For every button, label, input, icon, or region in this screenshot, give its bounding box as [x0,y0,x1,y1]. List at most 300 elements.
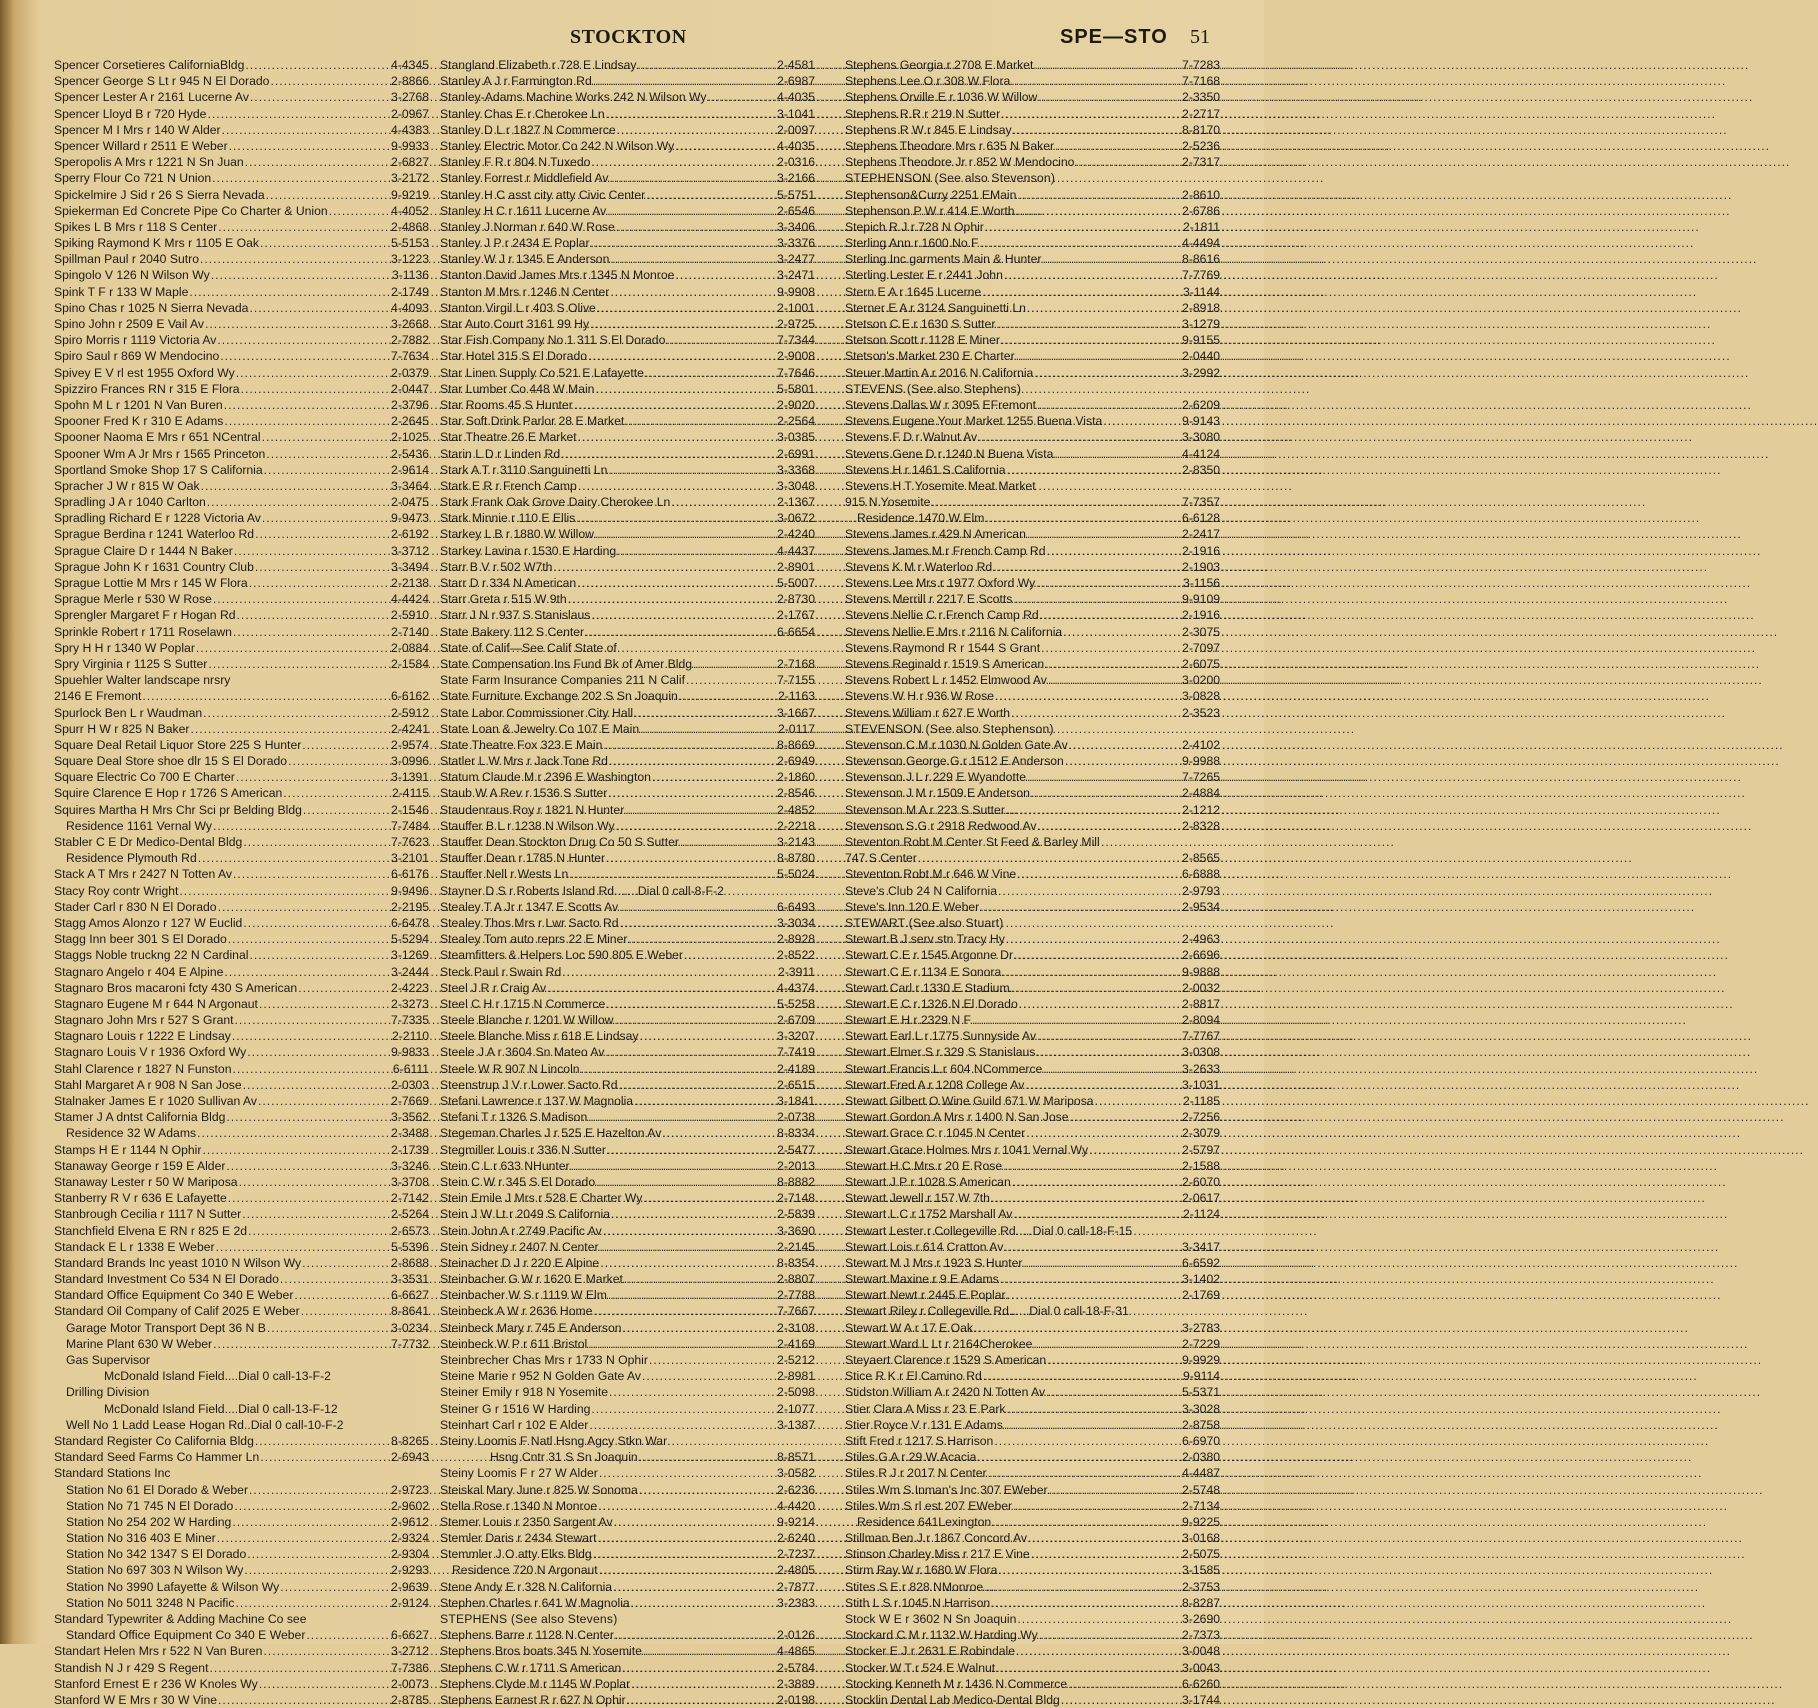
dot-leader [553,559,776,575]
listing-name: Steinbeck W P r 611 Bristol [440,1336,588,1351]
listing-name: Stangland Elizabeth r 728 E Lindsay [440,58,637,72]
listing-name: Steine Marie r 952 N Golden Gate Av [440,1369,641,1384]
dot-leader [1012,1174,1181,1190]
listing-entry [440,753,815,769]
listing-phone: 2-1367 [777,495,815,510]
listing-phone: 3-1223 [391,252,429,267]
listing-name: Star Soft Drink Parlor 28 E Market [440,414,625,429]
listing-phone: 4-4374 [777,980,815,995]
dot-leader [606,106,776,122]
listing-name: Stein Emile J Mrs r 528 E Charter Wy [440,1191,643,1206]
listing-name: Stephens Georgia r 2708 E Market [845,58,1034,72]
listing-phone: 9-9933 [391,138,429,153]
dot-leader [607,1142,776,1158]
listing-name: Spiro Saul r 869 W Mendocino [54,349,220,364]
listing-phone: 9-9214 [777,1514,815,1529]
listing-phone: 2-1588 [1182,1158,1220,1173]
listing-phone: 9-9496 [391,883,429,898]
listing-entry [440,332,815,348]
listing-entry [54,57,429,73]
listing-name: Steele W R 907 N Lincoln [440,1061,580,1076]
listing-entry [845,1158,1220,1174]
listing-phone: 2-5748 [1182,1482,1220,1497]
listing-phone: 2-3523 [1182,705,1220,720]
listing-entry [440,543,815,559]
listing-entry [54,203,429,219]
listing-name: Star Lumber Co 448 W Main [440,381,595,396]
listing-entry [440,1239,815,1255]
listing-entry [845,1546,1220,1562]
directory-column-3 [845,57,1220,1708]
dot-leader [588,1336,776,1352]
listing-entry [54,737,429,753]
listing-name: Stevens Eugene Your Market 1255 Buena Vista [845,414,1103,429]
dot-leader [294,1287,390,1303]
listing-phone: 3-3028 [1182,1401,1220,1416]
listing-phone: 2-6786 [1182,203,1220,218]
dot-leader [242,1206,390,1222]
listing-phone: 2-0738 [777,1110,815,1125]
listing-entry [440,1352,815,1368]
dot-leader [1047,1352,1181,1368]
dot-leader [991,1595,1181,1611]
listing-entry [845,1660,1220,1676]
listing-phone: 2-6236 [777,1482,815,1497]
dot-leader [977,1449,1181,1465]
dot-leader [222,122,390,138]
listing-phone: 2-8546 [777,786,815,801]
listing-phone: 3-0234 [391,1320,429,1335]
dot-leader [243,915,390,931]
dot-leader [649,1352,776,1368]
listing-name: Stagnaro Bros macaroni fcty 430 S American [54,980,298,995]
listing-name: Spiro Morris r 1119 Victoria Av [54,333,217,348]
listing-phone: 4-4052 [391,203,429,218]
dot-leader [708,89,777,105]
listing-phone: 2-4169 [777,1336,815,1351]
listing-phone: 3-1391 [391,770,429,785]
dot-leader [213,591,390,607]
dot-leader [675,267,776,283]
listing-phone: 2-9612 [391,1514,429,1529]
listing-entry [440,1660,815,1676]
listing-phone: 2-0097 [777,122,815,137]
listing-name: Steinacher D J r 220 E Alpine [440,1255,600,1270]
listing-phone: 4-4487 [1182,1466,1220,1481]
listing-name: Stocker W T r 524 E Walnut [845,1660,996,1675]
listing-name: Stauffer Dean r 1785 N Hunter [440,851,606,866]
listing-phone: 3-2992 [1182,365,1220,380]
listing-phone: 2-6192 [391,527,429,542]
listing-entry [54,429,429,445]
listing-entry [440,1384,815,1400]
dot-leader [1016,1643,1181,1659]
listing-phone: 3-3406 [777,219,815,234]
listing-name: Stanton M Mrs r 1246 N Center [440,284,610,299]
listing-entry [54,267,429,283]
listing-entry [54,348,429,364]
listing-entry [54,656,429,672]
listing-phone: 4-4345 [391,58,429,72]
listing-phone: 3-2668 [391,317,429,331]
listing-entry [54,1320,429,1336]
listing-phone: 6-6260 [1182,1676,1220,1691]
listing-name: Stein C L r 633 NHunter [440,1158,570,1173]
dot-leader [603,1223,776,1239]
listing-name: Stier Royce V r 131 E Adams [845,1417,1003,1432]
listing-phone: 7-7357 [1182,495,1220,510]
listing-phone: 2-1903 [1182,559,1220,574]
listing-name: Spingolo V 126 N Wilson Wy [54,268,210,283]
listing-entry [54,915,429,931]
listing-name: Stevens K M r Waterloo Rd [845,559,993,574]
listing-phone: 2-7142 [391,1191,429,1206]
dot-leader [1055,138,1181,154]
listing-entry [54,462,429,478]
listing-phone: 2-2717 [1182,106,1220,121]
listing-entry [845,316,1220,332]
listing-name: Hsng Cntr 31 S Sn Joaquin [490,1450,638,1465]
listing-phone: 2-0117 [777,721,815,736]
listing-entry [440,1336,815,1352]
listing-entry [845,1255,1220,1271]
listing-name: Residence 1470 W Elm [857,511,985,526]
listing-phone: 3-1269 [391,948,429,963]
listing-phone: 3-3368 [777,462,815,477]
listing-name: Stevenson J M r 1509 E Anderson [845,786,1030,801]
listing-entry [845,931,1220,947]
listing-phone: 2-0032 [1182,980,1220,995]
listing-phone: 4-4437 [777,543,815,558]
listing-entry [440,883,815,899]
listing-name: Steve's Inn 120 E Weber [845,899,980,914]
dot-leader [249,947,390,963]
listing-phone: 7-7283 [1182,58,1220,72]
listing-entry [845,769,1220,785]
listing-entry [54,138,429,154]
listing-entry [845,106,1220,122]
listing-name: Stirm Ray W r 1680 W Flora [845,1563,998,1578]
page-header [0,26,1264,54]
listing-phone: 6-6478 [391,915,429,930]
listing-entry [845,446,1220,462]
dot-leader [645,365,776,381]
listing-phone: 9-9143 [1182,414,1220,429]
listing-phone: 2-2195 [391,899,429,914]
listing-entry [54,575,429,591]
listing-name: Stewart Gordon A Mrs r 1400 N San Jose [845,1110,1069,1125]
listing-phone: 7-7265 [1182,770,1220,785]
listing-entry [440,1061,815,1077]
listing-name: McDonald Island Field....Dial 0 call-13-F-12 [104,1401,338,1416]
dot-leader [679,688,777,704]
dot-leader [620,915,776,931]
listing-name: Residence 720 N Argonaut [452,1563,598,1578]
listing-phone: 2-1185 [1182,1094,1220,1108]
listing-name: Stewart Earl L r 1775 Sunnyside Av [845,1029,1037,1044]
listing-phone: 8-8882 [777,1174,815,1189]
listing-phone: 2-5912 [391,705,429,720]
listing-name: Sterling Inc garments Main & Hunter [845,252,1042,267]
listing-phone: 2-2013 [777,1158,815,1173]
listing-name: State Theatre Fox 323 E Main [440,737,603,752]
listing-entry [54,284,429,300]
dot-leader [1063,624,1181,640]
listing-name: Stanbrough Cecilia r 1117 N Sutter [54,1207,242,1222]
listing-entry [845,818,1220,834]
listing-phone: 2-0475 [391,495,429,510]
listing-phone: 3-3080 [1182,430,1220,445]
listing-name: Stella Rose r 1340 N Monroe [440,1498,598,1513]
listing-entry [54,591,429,607]
listing-entry [54,1498,429,1514]
dot-leader [984,1579,1181,1595]
listing-name: Statum Claude M r 2396 E Washington [440,770,651,785]
listing-entry [54,413,429,429]
listing-entry [845,397,1220,413]
dot-leader [571,1158,776,1174]
listing-name: Stith L S r 1045 N Harrison [845,1595,991,1610]
listing-phone: 2-8807 [777,1272,815,1287]
listing-phone: 4-4093 [391,300,429,315]
dot-leader [1031,785,1181,801]
dot-leader [998,883,1181,899]
dot-leader [1007,1401,1182,1417]
listing-entry [440,1449,815,1465]
listing-phone: 3-1585 [1182,1563,1220,1578]
dot-leader [974,1320,1181,1336]
dot-leader [622,1660,776,1676]
listing-entry [440,1174,815,1190]
listing-entry [440,1595,815,1611]
listing-entry [440,365,815,381]
listing-entry [54,510,429,526]
dot-leader [996,316,1181,332]
listing-name: Stewart C E r 1134 E Sonora [845,964,1002,979]
listing-entry [54,1287,429,1303]
listing-name: Residence 32 W Adams [66,1126,197,1141]
dot-leader [213,818,390,834]
listing-phone: 3-2690 [1182,1612,1220,1626]
listing-phone: 6-6111 [392,1061,429,1076]
listing-phone: 2-9324 [391,1531,429,1546]
listing-phone: 3-3464 [391,478,429,493]
listing-name: Staudenraus Roy r 1821 N Hunter [440,802,625,817]
dot-leader [1016,203,1181,219]
dot-leader [241,381,390,397]
listing-entry [54,1239,429,1255]
listing-entry [845,1142,1220,1158]
listing-entry [845,1562,1220,1578]
dot-leader [980,899,1181,915]
dot-leader [249,575,390,591]
listing-phone: 2-9534 [1182,899,1220,914]
listing-entry [845,57,1220,73]
listing-name: Spooner Naoma E Mrs r 651 NCentral [54,430,261,445]
listing-name: Stack A T Mrs r 2427 N Totten Av [54,867,232,882]
listing-entry [440,1433,815,1449]
listing-phone: 2-1163 [777,689,815,704]
dot-leader [577,575,776,591]
listing-entry [845,1449,1220,1465]
dot-leader [609,1384,776,1400]
listing-entry [54,866,429,882]
listing-phone: 2-6573 [391,1223,429,1238]
listing-phone: 2-4115 [391,786,429,801]
dot-leader [190,721,390,737]
dot-leader [591,154,776,170]
listing-phone: 2-8866 [391,74,429,89]
dot-leader [255,559,390,575]
listing-name: Standart Helen Mrs r 522 N Van Buren [54,1644,263,1659]
listing-phone: 4-4494 [1182,236,1220,251]
listing-entry [440,721,815,737]
listing-phone: 9-9833 [391,1045,429,1060]
listing-name: Stevenson C M r 1030 N Golden Gate Av [845,737,1068,752]
dot-leader [142,688,390,704]
dot-leader [243,1077,390,1093]
dot-leader [642,1368,776,1384]
listing-phone: 3-3207 [777,1029,815,1044]
listing-phone: 2-3350 [1182,90,1220,105]
listing-name: Spillman Paul r 2040 Sutro [54,252,199,267]
dot-leader [610,251,776,267]
listing-name: Spry H H r 1340 W Poplar [54,640,195,655]
dot-leader [591,1401,776,1417]
listing-name: Stetson Scott r 1128 E Miner [845,333,1000,348]
listing-entry [845,1676,1220,1692]
listing-phone: 9-9929 [1182,1353,1220,1367]
listing-entry [54,170,429,186]
listing-phone: 2-4241 [391,721,429,736]
dot-leader [213,1336,390,1352]
listing-phone: 3-1041 [777,106,815,121]
listing-entry [845,996,1220,1012]
listing-name: Stephens R R r 219 N Sutter [845,106,1001,121]
dot-leader [613,1579,776,1595]
listing-phone: 7-7344 [777,333,815,348]
dot-leader [1013,1206,1182,1222]
listing-name: Stites S E r 828 NMonroe [845,1579,984,1594]
listing-name: Residence 641Lexington [857,1514,992,1529]
listing-name: Stagnaro Angelo r 404 E Alpine [54,964,224,979]
listing-name: Stewart Lois r 614 Cratton Av [845,1239,1004,1254]
listing-name: Stark Minnie r 110 E Ellis [440,511,576,526]
listing-phone: 2-6827 [391,155,429,170]
dot-leader [625,802,776,818]
dot-leader [270,73,390,89]
listing-entry [845,1498,1220,1514]
listing-phone: 3-0996 [391,754,429,769]
listing-phone: 3-2477 [777,252,815,267]
listing-entry [845,1044,1220,1060]
listing-name: Stein Sidney r 2407 N Center [440,1239,599,1254]
dot-leader [1014,947,1181,963]
listing-entry [845,915,1220,931]
dot-leader [1026,1125,1181,1141]
listing-entry [845,1627,1220,1643]
listing-entry [845,1109,1220,1125]
listing-name: Stanley Electric Motor Co 242 N Wilson Wy [440,138,675,153]
listing-phone: 2-7256 [1182,1110,1220,1125]
listing-phone: 2-7097 [1182,640,1220,655]
listing-name: Spizziro Frances RN r 315 E Flora [54,381,240,396]
dot-leader [616,219,776,235]
listing-entry [54,1384,429,1400]
listing-phone: 8-8780 [777,851,815,866]
dot-leader [250,89,390,105]
listing-name: Standard Investment Co 534 N El Dorado [54,1272,279,1287]
listing-entry [54,688,429,704]
listing-name: Stevens James M r French Camp Rd [845,543,1046,558]
listing-entry [54,1579,429,1595]
listing-phone: 3-1387 [777,1417,815,1432]
listing-phone: 3-3712 [391,543,429,558]
listing-phone: 2-4240 [777,527,815,542]
listing-name: Stewart Lester r Collegeville Rd.....Dial 0 call-18-F-15 [845,1223,1133,1238]
dot-leader [1004,1239,1181,1255]
listing-name: McDonald Island Field....Dial 0 call-13-F-2 [104,1369,331,1384]
listing-name: Stanley-Adams Machine Works 242 N Wilson Wy [440,90,707,105]
listing-phone: 6-6162 [391,689,429,704]
dot-leader [234,543,390,559]
listing-entry [440,947,815,963]
listing-phone: 2-0884 [391,640,429,655]
listing-name: Stealey Tom auto reprs 22 E Miner [440,932,628,947]
dot-leader [267,1320,390,1336]
dot-leader [237,607,391,623]
listing-phone: 2-1124 [1182,1207,1220,1222]
listing-entry [54,1660,429,1676]
listing-entry [845,413,1220,429]
listing-entry [845,462,1220,478]
dot-leader [609,170,776,186]
listing-name: Stevenson J L r 229 E Wyandotte [845,770,1027,785]
listing-entry [440,462,815,478]
listing-name: Stayner D S r Roberts Island Rd.......Dial 0 call-8-F-2 [440,883,724,898]
listing-phone: 3-3690 [777,1223,815,1238]
listing-phone: 2-3488 [391,1126,429,1141]
listing-name: Stagnaro Louis V r 1936 Oxford Wy [54,1045,247,1060]
listing-phone: 2-4581 [777,58,815,72]
listing-name: Gas Supervisor [66,1353,150,1367]
listing-phone: 2-8688 [391,1255,429,1270]
dot-leader [1095,1093,1182,1109]
listing-entry [54,964,429,980]
listing-name: Stephens Clyde M r 1145 W Poplar [440,1676,631,1691]
listing-entry [54,122,429,138]
listing-entry [845,1384,1220,1400]
dot-leader [262,429,390,445]
listing-entry [440,866,815,882]
dot-leader [226,1109,390,1125]
listing-entry [845,737,1220,753]
listing-phone: 5-5396 [391,1239,429,1254]
dot-leader [1042,251,1181,267]
listing-entry [440,446,815,462]
listing-entry [54,106,429,122]
dot-leader [918,850,1181,866]
listing-phone: 2-6515 [777,1077,815,1092]
listing-name: Standard Oil Company of Calif 2025 E Weber [54,1304,300,1319]
dot-leader [625,413,776,429]
listing-entry [845,1061,1220,1077]
listing-name: Steele J A r 3604 Sn Mateo Av [440,1045,605,1060]
listing-phone: 3-1144 [1182,284,1220,299]
listing-phone: 9-9109 [1182,592,1220,607]
listing-name: Stevens William r 627 E Worth [845,705,1011,720]
listing-entry [54,397,429,413]
